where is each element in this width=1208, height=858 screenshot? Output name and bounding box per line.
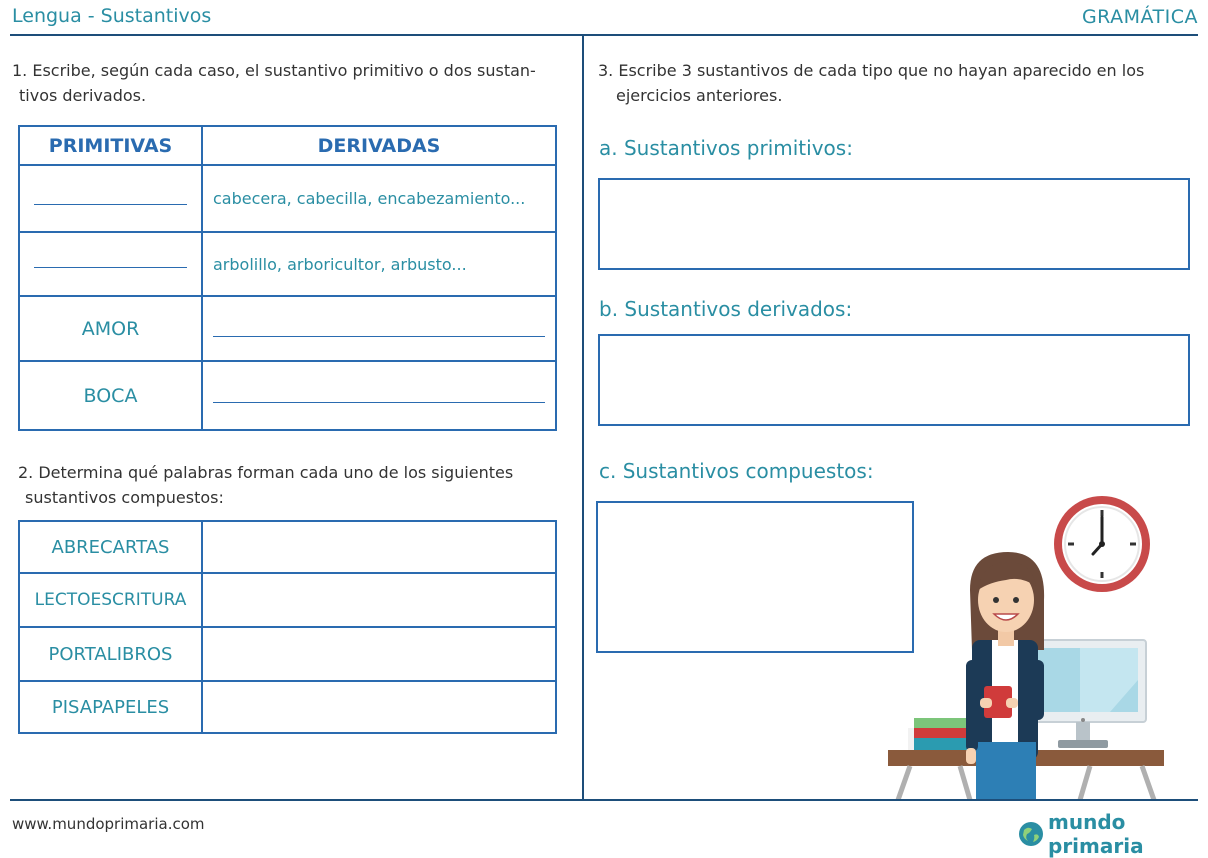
compound-answer-cell[interactable] <box>202 573 556 627</box>
answer-line <box>213 336 545 337</box>
brand-logo[interactable] <box>1018 810 1208 858</box>
header-derivadas: DERIVADAS <box>202 126 556 165</box>
subtitle-derivados: b. Sustantivos derivados: <box>599 297 853 321</box>
compound-word: ABRECARTAS <box>19 521 202 573</box>
header-primitivas: PRIMITIVAS <box>19 126 202 165</box>
brand-name: mundo primaria <box>1048 810 1144 858</box>
footer-url[interactable]: www.mundoprimaria.com <box>12 815 205 833</box>
exercise-2-instruction <box>18 460 578 510</box>
books-icon <box>908 718 972 750</box>
table-row <box>19 627 556 681</box>
worksheet-title: Lengua - Sustantivos <box>12 5 212 27</box>
exercise-3-instruction <box>598 58 1198 108</box>
compound-word: LECTOESCRITURA <box>19 573 202 627</box>
primitive-answer-cell[interactable] <box>19 232 202 296</box>
exercise-1-line2: tivos derivados. <box>19 86 147 105</box>
clock-icon <box>1054 496 1150 592</box>
table-row <box>19 681 556 733</box>
compound-answer-cell[interactable] <box>202 681 556 733</box>
primitive-word: AMOR <box>19 296 202 361</box>
compound-answer-cell[interactable] <box>202 627 556 681</box>
derived-answer-cell[interactable] <box>202 296 556 361</box>
answer-box-derivados[interactable] <box>598 334 1190 426</box>
exercise-3-line2: ejercicios anteriores. <box>616 86 783 105</box>
answer-box-compuestos[interactable] <box>596 501 914 653</box>
subtitle-primitivos: a. Sustantivos primitivos: <box>599 136 853 160</box>
derived-words: arbolillo, arboricultor, arbusto... <box>202 232 556 296</box>
exercise-2-line2: sustantivos compuestos: <box>25 488 224 507</box>
derived-answer-cell[interactable] <box>202 361 556 430</box>
worksheet-category: GRAMÁTICA <box>1081 6 1198 28</box>
answer-line <box>213 402 545 403</box>
table-row <box>19 232 556 296</box>
answer-line <box>34 204 187 205</box>
exercise-1-instruction <box>12 58 577 108</box>
column-divider <box>582 36 584 800</box>
table-row <box>19 521 556 573</box>
derived-words: cabecera, cabecilla, encabezamiento... <box>202 165 556 232</box>
teacher-illustration <box>880 490 1180 800</box>
table-row <box>19 296 556 361</box>
globe-icon <box>1018 821 1044 847</box>
exercise-1-line1: 1. Escribe, según cada caso, el sustantivo primitivo o dos sustan- <box>12 61 536 80</box>
primitive-answer-cell[interactable] <box>19 165 202 232</box>
primitive-derived-table <box>18 125 557 431</box>
teacher-figure <box>966 552 1044 800</box>
compound-words-table <box>18 520 557 734</box>
answer-line <box>34 267 187 268</box>
exercise-2-line1: 2. Determina qué palabras forman cada uno de los siguientes <box>18 463 514 482</box>
compound-word: PORTALIBROS <box>19 627 202 681</box>
compound-answer-cell[interactable] <box>202 521 556 573</box>
subtitle-compuestos: c. Sustantivos compuestos: <box>599 459 874 483</box>
bottom-rule <box>10 799 1198 801</box>
table-row <box>19 361 556 430</box>
table-row <box>19 573 556 627</box>
primitive-word: BOCA <box>19 361 202 430</box>
table-row <box>19 165 556 232</box>
exercise-3-line1: 3. Escribe 3 sustantivos de cada tipo que no hayan aparecido en los <box>598 61 1145 80</box>
top-rule <box>10 34 1198 36</box>
compound-word: PISAPAPELES <box>19 681 202 733</box>
answer-box-primitivos[interactable] <box>598 178 1190 270</box>
